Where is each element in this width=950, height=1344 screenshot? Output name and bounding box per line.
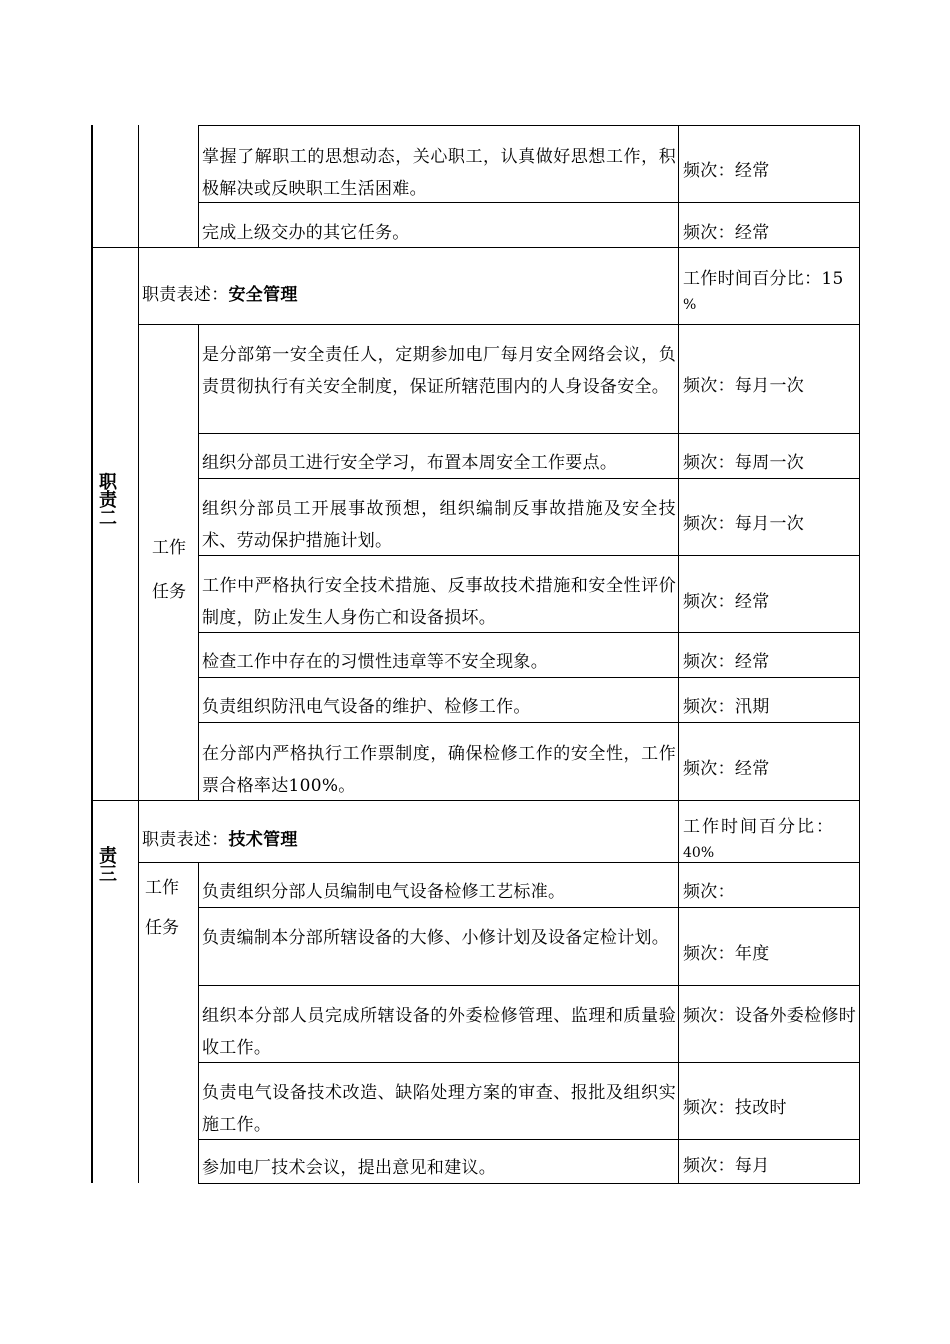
table-row-line bbox=[198, 985, 860, 986]
task-frequency: 频次：经常 bbox=[683, 592, 770, 612]
task-frequency: 频次：汛期 bbox=[683, 697, 770, 717]
duty-description-title: 技术管理 bbox=[228, 830, 298, 850]
work-time-percent-label: 工作时间百分比：15 bbox=[683, 269, 844, 289]
duty-description-prefix: 职责表述： bbox=[142, 830, 229, 850]
task-text: 是分部第一安全责任人，定期参加电厂每月安全网络会议，负责贯彻执行有关安全制度，保证所辖范围内的人身设备安全。 bbox=[202, 345, 676, 397]
task-frequency: 频次： bbox=[683, 882, 735, 902]
task-text: 参加电厂技术会议，提出意见和建议。 bbox=[202, 1158, 497, 1178]
task-text: 组织分部员工开展事故预想，组织编制反事故措施及安全技术、劳动保护措施计划。 bbox=[202, 499, 676, 551]
task-text: 组织本分部人员完成所辖设备的外委检修管理、监理和质量验收工作。 bbox=[202, 1006, 676, 1058]
table-border-left bbox=[91, 125, 93, 1183]
duty-label: 责三 bbox=[96, 846, 117, 882]
task-text: 在分部内严格执行工作票制度，确保检修工作的安全性，工作票合格率达100%。 bbox=[202, 744, 676, 796]
task-frequency: 频次：技改时 bbox=[683, 1098, 787, 1118]
duty-description-prefix: 职责表述： bbox=[142, 285, 229, 305]
duty-label: 职责二 bbox=[96, 472, 117, 526]
task-text: 负责组织分部人员编制电气设备检修工艺标准。 bbox=[202, 882, 566, 902]
task-frequency: 频次：经常 bbox=[683, 759, 770, 779]
task-text: 负责编制本分部所辖设备的大修、小修计划及设备定检计划。 bbox=[202, 928, 670, 948]
task-text: 完成上级交办的其它任务。 bbox=[202, 223, 410, 243]
task-frequency: 频次：设备外委检修时 bbox=[683, 1006, 856, 1026]
task-frequency: 频次：经常 bbox=[683, 223, 770, 243]
task-frequency: 频次：年度 bbox=[683, 944, 770, 964]
work-time-percent-tail: 40% bbox=[683, 845, 715, 861]
task-label: 工作任务 bbox=[145, 878, 179, 938]
table-col-line bbox=[138, 125, 139, 1183]
task-text: 检查工作中存在的习惯性违章等不安全现象。 bbox=[202, 652, 548, 672]
task-frequency: 频次：每月 bbox=[683, 1156, 770, 1176]
task-text: 组织分部员工进行安全学习，布置本周安全工作要点。 bbox=[202, 453, 618, 473]
task-text: 负责组织防汛电气设备的维护、检修工作。 bbox=[202, 697, 531, 717]
table-row-line bbox=[198, 433, 860, 434]
task-text: 掌握了解职工的思想动态，关心职工，认真做好思想工作，积极解决或反映职工生活困难。 bbox=[202, 147, 676, 199]
work-time-percent bbox=[683, 812, 857, 864]
task-text: 工作中严格执行安全技术措施、反事故技术措施和安全性评价制度，防止发生人身伤亡和设备损坏。 bbox=[202, 576, 676, 628]
work-time-percent bbox=[683, 264, 857, 316]
table-row-line bbox=[198, 125, 860, 126]
duty-description bbox=[142, 824, 672, 856]
work-time-percent-tail: % bbox=[683, 297, 697, 313]
task-label: 工作任务 bbox=[152, 538, 186, 602]
task-frequency: 频次：每周一次 bbox=[683, 453, 805, 473]
table-col-line bbox=[678, 125, 679, 1183]
task-frequency: 频次：经常 bbox=[683, 652, 770, 672]
duty-description bbox=[142, 279, 672, 311]
task-frequency: 频次：经常 bbox=[683, 161, 770, 181]
table-border-right bbox=[859, 125, 860, 1183]
table-col-line bbox=[198, 125, 199, 247]
table-col-line bbox=[198, 862, 199, 1183]
task-text: 负责电气设备技术改造、缺陷处理方案的审查、报批及组织实施工作。 bbox=[202, 1083, 676, 1135]
table-col-line bbox=[198, 324, 199, 800]
work-time-percent-label: 工作时间百分比： bbox=[683, 817, 835, 837]
task-frequency: 频次：每月一次 bbox=[683, 376, 805, 396]
table-row-line bbox=[138, 324, 860, 325]
task-frequency: 频次：每月一次 bbox=[683, 514, 805, 534]
duty-description-title: 安全管理 bbox=[228, 285, 298, 305]
